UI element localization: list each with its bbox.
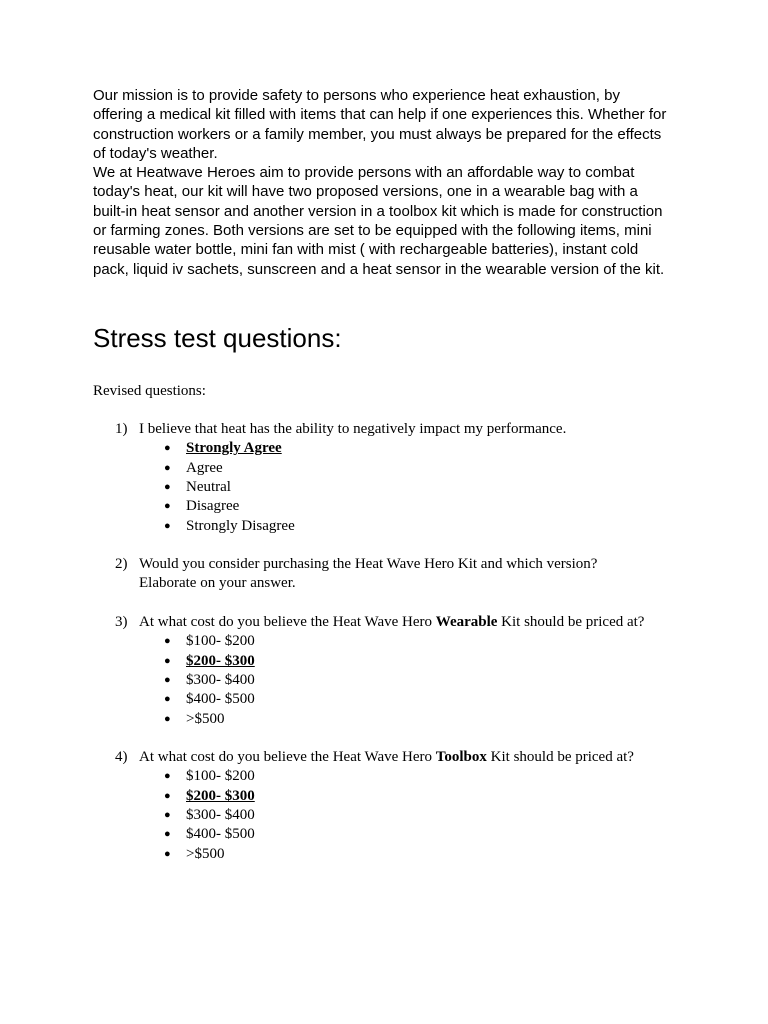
answer-option: [93, 710, 693, 729]
section-subheading: Revised questions:: [93, 383, 206, 399]
answer-option: [93, 787, 693, 806]
answer-option-label: $300- $400: [186, 807, 255, 823]
bullet-icon: ●: [164, 789, 171, 802]
answer-option: [93, 478, 693, 497]
question-4: [93, 748, 693, 864]
answer-option-label: $300- $400: [186, 672, 255, 688]
answer-options: [93, 439, 693, 535]
question-text-part: At what cost do you believe the Heat Wave Hero: [139, 614, 436, 630]
bullet-icon: ●: [164, 519, 171, 532]
answer-option-label: $100- $200: [186, 768, 255, 785]
question-text: Would you consider purchasing the Heat Wave Hero Kit and which version?: [139, 556, 598, 572]
question-text: [139, 749, 634, 765]
question-text-emphasis: Wearable: [435, 614, 498, 630]
bullet-icon: ●: [164, 635, 171, 648]
answer-option-label: Strongly Disagree: [186, 517, 295, 534]
section-heading: Stress test questions:: [93, 323, 342, 353]
bullet-icon: ●: [164, 847, 171, 860]
answer-option-label: $200- $300: [186, 652, 255, 669]
answer-option: [93, 767, 693, 786]
mission-paragraph: We at Heatwave Heroes aim to provide persons with an affordable way to combat today's heat, our kit will have two proposed versions, one in a wearable bag with a built-in heat sensor and another version in a toolbox kit which is made for construction or farming zones. Both versions are set to be equipped with the following items, mini reusable water bottle, mini fan with mist ( with rechargeable batteries), instant cold pack, liquid iv sachets, sunscreen and a heat sensor in the wearable version of the kit.: [93, 164, 665, 278]
answer-option: [93, 671, 693, 690]
bullet-icon: ●: [164, 770, 171, 783]
question-line: [93, 748, 693, 767]
question-number: 4): [115, 749, 128, 765]
answer-option-label: >$500: [186, 845, 225, 862]
mission-statement: [93, 86, 673, 279]
question-number: 1): [115, 421, 128, 437]
question-number: 3): [115, 614, 128, 630]
answer-option-label: $400- $500: [186, 691, 255, 708]
bullet-icon: ●: [164, 442, 171, 455]
question-number: 2): [115, 556, 128, 572]
bullet-icon: ●: [164, 654, 171, 667]
bullet-icon: ●: [164, 674, 171, 686]
answer-option: [93, 806, 693, 825]
bullet-icon: ●: [164, 712, 171, 725]
answer-option: [93, 825, 693, 844]
question-1: [93, 420, 693, 536]
answer-option: [93, 632, 693, 651]
question-text: [139, 614, 644, 630]
answer-option-label: >$500: [186, 710, 225, 727]
question-text: I believe that heat has the ability to negatively impact my performance.: [139, 421, 567, 437]
answer-option: [93, 439, 693, 458]
answer-option-label: Neutral: [186, 479, 231, 495]
bullet-icon: ●: [164, 500, 171, 513]
bullet-icon: ●: [164, 809, 171, 821]
bullet-icon: ●: [164, 828, 171, 841]
question-line: [93, 613, 693, 632]
answer-option: [93, 497, 693, 516]
question-text: Elaborate on your answer.: [139, 575, 296, 592]
bullet-icon: ●: [164, 461, 171, 474]
answer-option-label: Disagree: [186, 498, 240, 515]
question-text-part: At what cost do you believe the Heat Wave Hero: [139, 749, 436, 765]
question-line: [93, 555, 693, 574]
answer-option-label: $400- $500: [186, 826, 255, 843]
bullet-icon: ●: [164, 693, 171, 706]
answer-option: [93, 459, 693, 478]
bullet-icon: ●: [164, 481, 171, 493]
answer-option: [93, 845, 693, 864]
question-3: [93, 613, 693, 729]
question-text-part: Kit should be priced at?: [497, 614, 645, 630]
question-text-emphasis: Toolbox: [435, 749, 487, 765]
answer-option-label: $100- $200: [186, 633, 255, 650]
question-line: [93, 574, 693, 593]
answer-options: [93, 632, 693, 728]
answer-option-label: $200- $300: [186, 787, 255, 804]
answer-option-label: Agree: [186, 459, 223, 476]
answer-options: [93, 767, 693, 863]
question-line: [93, 420, 693, 439]
question-2: [93, 555, 693, 594]
answer-option: [93, 517, 693, 536]
question-text-part: Kit should be priced at?: [486, 749, 634, 765]
answer-option-label: Strongly Agree: [186, 440, 282, 457]
answer-option: [93, 652, 693, 671]
mission-paragraph: Our mission is to provide safety to persons who experience heat exhaustion, by offering a medical kit filled with items that can help if one experiences this. Whether for construction workers or a family member, you must always be prepared for the effects of today's weather.: [93, 87, 667, 162]
answer-option: [93, 690, 693, 709]
